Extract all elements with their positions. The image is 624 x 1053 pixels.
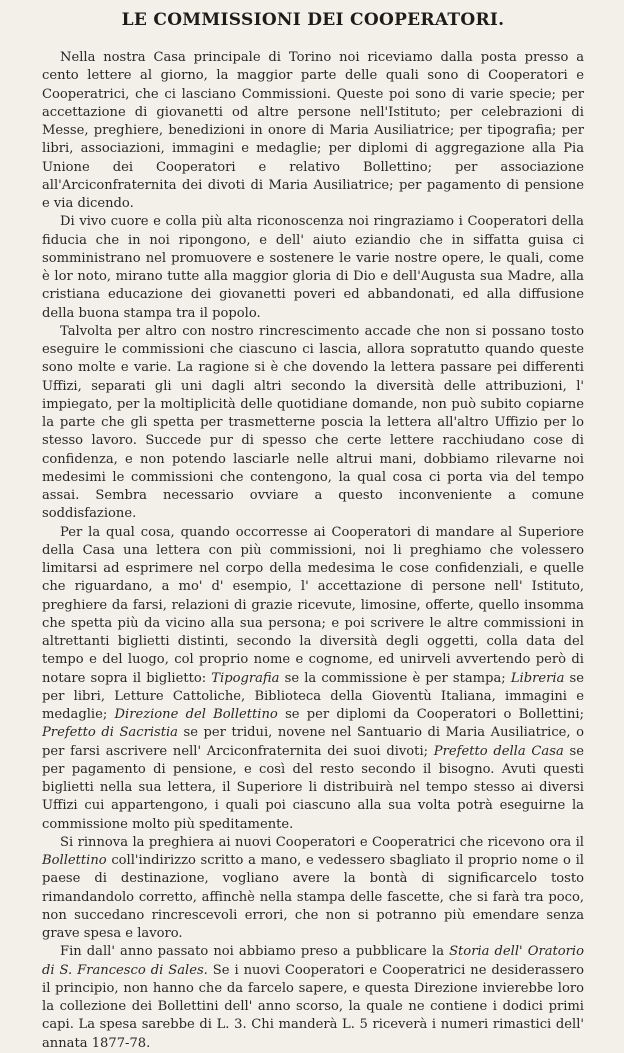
italic-text: Prefetto della Casa — [433, 743, 564, 759]
text-run: Nella nostra Casa principale di Torino noi riceviamo dalla posta presso a cento lettere al giorno, la maggior parte delle quali sono di Cooperatori e Cooperatrici, che ci lasciano Commissioni. Queste poi sono di varie specie; per accettazione di giovanetti od altre persone nell'Istituto; per celebrazioni di Messe, preghiere, benedizioni in onore di Maria Ausiliatrice; per tipografia; per libri, associazioni, immagini e medaglie; per diplomi di aggregazione alla Pia Unione dei Cooperatori e relativo Bollettino; per associazione all'Arciconfraternita dei divoti di Maria Ausiliatrice; per pagamento di pensione e via dicendo. — [42, 50, 584, 211]
italic-text: Direzione del Bollettino — [114, 707, 278, 722]
text-run: se per pagamento di pensione, e così del resto secondo il bisogno. Avuti questi biglietti nella sua lettera, il Superiore li distribuirà nel tempo stesso ai diversi Uffizi cui appartengono, i quali poi ciascuno alla sua volta potrà eseguirne la commissione molto più speditamente. — [42, 743, 584, 832]
article-body — [42, 49, 584, 1053]
italic-text: Prefetto di Sacristia — [42, 725, 178, 741]
text-run: Fin dall' anno passato noi abbiamo preso a pubblicare la — [60, 944, 450, 960]
text-run: se per tridui, novene nel Santuario di Maria Ausiliatrice, o per farsi ascrivere nell' Arciconfraternita dei suoi divoti; — [42, 725, 584, 759]
paragraph — [42, 943, 584, 1053]
text-run: Se i nuovi Cooperatori e Cooperatrici ne desiderassero il principio, non hanno che da farcelo sapere, e questa Direzione invierebbe loro la collezione dei Bollettini dell' anno scorso, la quale ne contiene i dodici primi capi. La spesa sarebbe di L. 3. Chi manderà L. 5 riceverà i numeri rimastici dell' annata 1877-78. — [42, 962, 584, 1051]
text-run: se la commissione è per stampa; — [279, 670, 511, 686]
text-run: se per diplomi da Cooperatori o Bollettini; — [277, 707, 584, 722]
paragraph — [42, 49, 584, 213]
text-run: Per la qual cosa, quando occorresse ai Cooperatori di mandare al Superiore della Casa una lettera con più commissioni, noi li preghiamo che volessero limitarsi ad esprimere nel corpo della medesima le cose confidenziali, e quelle che riguardano, a mo' d' esempio, l' accettazione di persone nell' Istituto, preghiere da farsi, relazioni di grazie ricevute, limosine, offerte, quello insomma che spetta più da vicino alla sua persona; e poi scrivere le altre commissioni in altrettanti biglietti distinti, secondo la diversità degli oggetti, colla data del tempo e del luogo, col proprio nome e cognome, ed unirveli avvertendo però di notare sopra il biglietto: — [42, 524, 584, 686]
paragraph — [42, 834, 584, 944]
text-run: Si rinnova la preghiera ai nuovi Cooperatori e Cooperatrici che ricevono ora il — [60, 834, 584, 850]
paragraph — [42, 213, 584, 323]
text-run: Di vivo cuore e colla più alta riconoscenza noi ringraziamo i Cooperatori della fiducia che in noi ripongono, e dell' aiuto eziandio che in siffatta guisa ci somministrano nel promuovere e sostenere le varie nostre opere, le quali, come è lor noto, mirano tutte alla maggior gloria di Dio e dell'Augusta sua Madre, alla cristiana educazione dei giovanetti poveri ed abbandonati, ed alla diffusione della buona stampa tra il popolo. — [42, 214, 584, 321]
italic-text: Bollettino — [42, 853, 107, 868]
italic-text: Tipografia — [211, 670, 280, 686]
text-run: coll'indirizzo scritto a mano, e vedessero sbagliato il proprio nome o il paese di destinazione, vogliano avere la bontà di significarcelo tosto rimandandolo corretto, affinchè nella stampa delle fascette, che si farà tra poco, non succedano rincrescevoli errori, che non si potranno più emendare senza grave spesa e lavoro. — [42, 853, 584, 941]
italic-text: Libreria — [510, 670, 565, 686]
italic-text: Storia dell' Oratorio di S. Francesco di Sales. — [42, 944, 584, 978]
paragraph — [42, 323, 584, 524]
text-run: Talvolta per altro con nostro rincrescimento accade che non si possano tosto eseguire le commissioni che ciascuno ci lascia, allora sopratutto quando queste sono molte e varie. La ragione si è che dovendo la lettera passare pei differenti Uffizi, separati gli uni dagli altri secondo la diversità delle attribuzioni, l' impiegato, per la moltiplicità delle quotidiane domande, non può subito copiarne la parte che gli spetta per trasmetterne poscia la lettera all'altro Uffizio per lo stesso lavoro. Succede pur di spesso che certe lettere racchiudano cose di confidenza, e non potendo lasciarle nelle altrui mani, dobbiamo rilevarne noi medesimi le commissioni che contengono, la qual cosa ci porta via del tempo assai. Sembra necessario ovviare a questo inconveniente a comune soddisfazione. — [42, 323, 584, 522]
text-run: se per libri, Letture Cattoliche, Biblioteca della Gioventù Italiana, immagini e medaglie; — [42, 670, 584, 722]
paragraph — [42, 524, 584, 834]
article-title: LE COMMISSIONI DEI COOPERATORI. — [121, 10, 505, 30]
